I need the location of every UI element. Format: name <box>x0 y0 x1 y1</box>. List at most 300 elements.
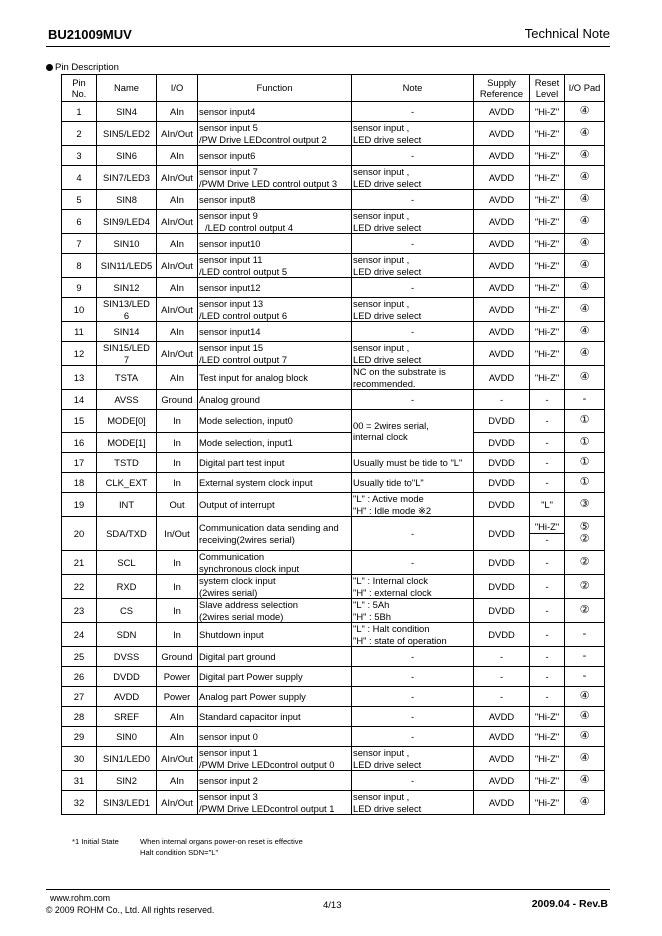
pin-number: 9 <box>62 278 97 298</box>
table-row <box>62 122 605 146</box>
pin-io: AIn <box>157 727 198 747</box>
pin-io: Power <box>157 687 198 707</box>
pin-function: sensor input4 <box>198 102 352 122</box>
pin-supply: AVDD <box>474 771 530 791</box>
pin-supply: AVDD <box>474 278 530 298</box>
pin-note: - <box>352 278 474 298</box>
pin-reset-level: "Hi-Z" <box>530 254 565 278</box>
pin-number: 14 <box>62 390 97 410</box>
pin-io-pad: ④ <box>565 166 605 190</box>
section-title: Pin Description <box>55 62 119 73</box>
pin-note: sensor input , LED drive select <box>352 342 474 366</box>
table-row <box>62 623 605 647</box>
pin-reset-level: "Hi-Z" - <box>530 517 565 551</box>
table-body <box>62 102 605 815</box>
pin-supply: DVDD <box>474 575 530 599</box>
pin-number: 15 <box>62 410 97 433</box>
footer-url: www.rohm.com <box>50 893 111 903</box>
table-row <box>62 575 605 599</box>
pin-reset-level: "Hi-Z" <box>530 366 565 390</box>
pin-name: SDN <box>97 623 157 647</box>
pin-reset-level: - <box>530 599 565 623</box>
table-header-row <box>62 75 605 102</box>
col-note: Note <box>352 75 474 102</box>
document-title: BU21009MUV <box>48 27 132 42</box>
pin-function: Digital part Power supply <box>198 667 352 687</box>
table-row <box>62 727 605 747</box>
pin-number: 17 <box>62 453 97 473</box>
pin-reset-level: "Hi-Z" <box>530 190 565 210</box>
pin-supply: DVDD <box>474 433 530 453</box>
pin-name: SIN3/LED1 <box>97 791 157 815</box>
pin-note: - <box>352 190 474 210</box>
pin-number: 22 <box>62 575 97 599</box>
pin-note: - <box>352 102 474 122</box>
pin-io: AIn/Out <box>157 166 198 190</box>
pin-note: - <box>352 390 474 410</box>
pin-function: sensor input 13 /LED control output 6 <box>198 298 352 322</box>
pin-reset-level: - <box>530 551 565 575</box>
pin-number: 28 <box>62 707 97 727</box>
table-row <box>62 517 605 551</box>
pin-number: 13 <box>62 366 97 390</box>
pin-io: AIn <box>157 146 198 166</box>
table-row <box>62 254 605 278</box>
pin-note: - <box>352 771 474 791</box>
footnote-label: *1 Initial State <box>72 837 119 846</box>
pin-io-pad: ② <box>565 575 605 599</box>
pin-io-pad: ④ <box>565 210 605 234</box>
pin-supply: AVDD <box>474 342 530 366</box>
pin-function: sensor input 7 /PWM Drive LED control output 3 <box>198 166 352 190</box>
pin-reset-level: - <box>530 647 565 667</box>
table-row <box>62 366 605 390</box>
pin-note: NC on the substrate is recommended. <box>352 366 474 390</box>
pin-io: Ground <box>157 647 198 667</box>
pin-supply: AVDD <box>474 234 530 254</box>
pin-note: sensor input , LED drive select <box>352 210 474 234</box>
pin-name: AVDD <box>97 687 157 707</box>
pin-function: Communication data sending and receiving(2wires serial) <box>198 517 352 551</box>
section-heading <box>46 62 119 73</box>
pin-function: sensor input8 <box>198 190 352 210</box>
table-row <box>62 551 605 575</box>
pin-function: External system clock input <box>198 473 352 493</box>
pin-io: In <box>157 551 198 575</box>
pin-io-pad: ④ <box>565 298 605 322</box>
pin-number: 24 <box>62 623 97 647</box>
pin-io: Ground <box>157 390 198 410</box>
pin-name: AVSS <box>97 390 157 410</box>
pin-number: 11 <box>62 322 97 342</box>
pin-supply: DVDD <box>474 551 530 575</box>
pin-supply: DVDD <box>474 410 530 433</box>
pin-function: Slave address selection (2wires serial mode) <box>198 599 352 623</box>
pin-number: 18 <box>62 473 97 493</box>
pin-supply: AVDD <box>474 190 530 210</box>
pin-note: - <box>352 687 474 707</box>
pin-description-table <box>61 74 605 815</box>
pin-name: CS <box>97 599 157 623</box>
pin-supply: AVDD <box>474 254 530 278</box>
pin-io-pad: ④ <box>565 254 605 278</box>
pin-io-pad: ④ <box>565 727 605 747</box>
pin-reset-level: - <box>530 453 565 473</box>
pin-supply: AVDD <box>474 366 530 390</box>
pin-number: 1 <box>62 102 97 122</box>
pin-io: AIn/Out <box>157 791 198 815</box>
pin-number: 7 <box>62 234 97 254</box>
pin-function: sensor input 0 <box>198 727 352 747</box>
footnote <box>72 836 303 858</box>
pin-supply: - <box>474 390 530 410</box>
pin-supply: AVDD <box>474 210 530 234</box>
pin-io: In <box>157 410 198 433</box>
pin-io-pad: ④ <box>565 190 605 210</box>
pin-supply: AVDD <box>474 727 530 747</box>
table-row <box>62 210 605 234</box>
pin-name: TSTA <box>97 366 157 390</box>
pin-reset-level: "Hi-Z" <box>530 298 565 322</box>
pin-reset-level: - <box>530 667 565 687</box>
page-number: 4/13 <box>323 900 342 911</box>
pin-function: sensor input 5 /PW Drive LEDcontrol output 2 <box>198 122 352 146</box>
pin-function: Output of interrupt <box>198 493 352 517</box>
table-row <box>62 667 605 687</box>
pin-io-pad: ⑤ ② <box>565 517 605 551</box>
pin-reset-level: "Hi-Z" <box>530 122 565 146</box>
table-row <box>62 791 605 815</box>
pin-function: sensor input 3 /PWM Drive LEDcontrol output 1 <box>198 791 352 815</box>
table-row <box>62 342 605 366</box>
pin-io-pad: ④ <box>565 747 605 771</box>
pin-reset-level: - <box>530 390 565 410</box>
pin-io: In <box>157 623 198 647</box>
pin-number: 19 <box>62 493 97 517</box>
pin-io-pad: ① <box>565 433 605 453</box>
pin-number: 23 <box>62 599 97 623</box>
pin-io-pad: ④ <box>565 687 605 707</box>
pin-note: sensor input , LED drive select <box>352 747 474 771</box>
pin-io-pad: ④ <box>565 102 605 122</box>
pin-io-pad: - <box>565 667 605 687</box>
table-row <box>62 322 605 342</box>
pin-number: 5 <box>62 190 97 210</box>
document-type: Technical Note <box>524 26 610 41</box>
pin-name: CLK_EXT <box>97 473 157 493</box>
pin-supply: - <box>474 647 530 667</box>
pin-number: 26 <box>62 667 97 687</box>
col-io: I/O <box>157 75 198 102</box>
footer-rule <box>46 889 610 890</box>
pin-io: In <box>157 433 198 453</box>
pin-name: SCL <box>97 551 157 575</box>
pin-name: SIN12 <box>97 278 157 298</box>
table-row <box>62 647 605 667</box>
pin-function: sensor input14 <box>198 322 352 342</box>
table-row <box>62 166 605 190</box>
pin-name: SIN2 <box>97 771 157 791</box>
pin-reset-level: - <box>530 623 565 647</box>
pin-note: - <box>352 667 474 687</box>
pin-number: 29 <box>62 727 97 747</box>
pin-supply: DVDD <box>474 623 530 647</box>
pin-io-pad: - <box>565 647 605 667</box>
pin-note: Usually tide to"L" <box>352 473 474 493</box>
table-row <box>62 146 605 166</box>
pin-number: 4 <box>62 166 97 190</box>
bullet-icon <box>46 64 53 71</box>
pin-function: sensor input6 <box>198 146 352 166</box>
pin-io: AIn/Out <box>157 122 198 146</box>
pin-io-pad: ① <box>565 473 605 493</box>
pin-name: SIN6 <box>97 146 157 166</box>
pin-note: - <box>352 647 474 667</box>
pin-supply: AVDD <box>474 102 530 122</box>
pin-supply: DVDD <box>474 493 530 517</box>
pin-note: "L" : 5Ah "H" : 5Bh <box>352 599 474 623</box>
pin-io: AIn <box>157 771 198 791</box>
pin-function: Communication synchronous clock input <box>198 551 352 575</box>
pin-io-pad: ④ <box>565 791 605 815</box>
pin-reset-level: "Hi-Z" <box>530 322 565 342</box>
table-row <box>62 102 605 122</box>
pin-io-pad: ④ <box>565 122 605 146</box>
pin-reset-level: "Hi-Z" <box>530 234 565 254</box>
pin-reset-level: "Hi-Z" <box>530 342 565 366</box>
pin-io-pad: - <box>565 623 605 647</box>
pin-io-pad: - <box>565 390 605 410</box>
pin-io: AIn/Out <box>157 254 198 278</box>
pin-name: SIN10 <box>97 234 157 254</box>
pin-note: Usually must be tide to "L" <box>352 453 474 473</box>
pin-reset-level: - <box>530 473 565 493</box>
pin-name: SIN15/LED 7 <box>97 342 157 366</box>
pin-name: SIN7/LED3 <box>97 166 157 190</box>
pin-function: sensor input 1 /PWM Drive LEDcontrol output 0 <box>198 747 352 771</box>
pin-name: SREF <box>97 707 157 727</box>
pin-note: sensor input , LED drive select <box>352 122 474 146</box>
pin-name: SIN8 <box>97 190 157 210</box>
pin-reset-level: "Hi-Z" <box>530 747 565 771</box>
pin-reset-level: "Hi-Z" <box>530 707 565 727</box>
col-name: Name <box>97 75 157 102</box>
pin-io: In/Out <box>157 517 198 551</box>
pin-note: - <box>352 517 474 551</box>
pin-reset-level: "Hi-Z" <box>530 210 565 234</box>
pin-io: Out <box>157 493 198 517</box>
table-row <box>62 599 605 623</box>
pin-note: - <box>352 727 474 747</box>
table-row <box>62 433 605 453</box>
pin-reset-level: "Hi-Z" <box>530 278 565 298</box>
pin-io: In <box>157 575 198 599</box>
pin-function: sensor input 2 <box>198 771 352 791</box>
pin-io: In <box>157 599 198 623</box>
pin-reset-level: - <box>530 687 565 707</box>
pin-note: sensor input , LED drive select <box>352 791 474 815</box>
pin-function: Standard capacitor input <box>198 707 352 727</box>
pin-note: - <box>352 234 474 254</box>
pin-function: Analog ground <box>198 390 352 410</box>
pin-number: 31 <box>62 771 97 791</box>
pin-supply: AVDD <box>474 298 530 322</box>
pin-io-pad: ① <box>565 453 605 473</box>
pin-function: Mode selection, input0 <box>198 410 352 433</box>
pin-io: AIn <box>157 102 198 122</box>
pin-supply: DVDD <box>474 473 530 493</box>
pin-io-pad: ④ <box>565 278 605 298</box>
pin-reset-level: - <box>530 575 565 599</box>
pin-io-pad: ② <box>565 599 605 623</box>
footnote-line-1: When internal organs power-on reset is effective <box>140 837 303 846</box>
pin-function: system clock input (2wires serial) <box>198 575 352 599</box>
pin-io: AIn/Out <box>157 298 198 322</box>
pin-name: MODE[0] <box>97 410 157 433</box>
col-function: Function <box>198 75 352 102</box>
pin-reset-level: "Hi-Z" <box>530 771 565 791</box>
pin-name: DVDD <box>97 667 157 687</box>
pin-note: sensor input , LED drive select <box>352 166 474 190</box>
pin-reset-level: "Hi-Z" <box>530 727 565 747</box>
pin-name: SDA/TXD <box>97 517 157 551</box>
pin-note: sensor input , LED drive select <box>352 254 474 278</box>
pin-number: 12 <box>62 342 97 366</box>
pin-reset-level: - <box>530 410 565 433</box>
pin-function: Shutdown input <box>198 623 352 647</box>
pin-io: AIn <box>157 234 198 254</box>
pin-io: AIn <box>157 366 198 390</box>
pin-number: 21 <box>62 551 97 575</box>
pin-io: AIn <box>157 322 198 342</box>
pin-io-pad: ④ <box>565 707 605 727</box>
pin-io: AIn <box>157 190 198 210</box>
pin-supply: AVDD <box>474 707 530 727</box>
pin-name: SIN0 <box>97 727 157 747</box>
table-row <box>62 410 605 433</box>
table-row <box>62 453 605 473</box>
pin-function: sensor input 15 /LED control output 7 <box>198 342 352 366</box>
pin-io: AIn/Out <box>157 342 198 366</box>
pin-function: Digital part test input <box>198 453 352 473</box>
pin-number: 27 <box>62 687 97 707</box>
table-row <box>62 747 605 771</box>
pin-io-pad: ④ <box>565 771 605 791</box>
pin-name: INT <box>97 493 157 517</box>
footnote-line-2: Halt condition SDN="L" <box>140 848 219 857</box>
pin-note: "L" : Active mode "H" : Idle mode ※2 <box>352 493 474 517</box>
pin-supply: DVDD <box>474 453 530 473</box>
footer-copyright: © 2009 ROHM Co., Ltd. All rights reserved. <box>46 905 215 915</box>
pin-function: sensor input 9 /LED control output 4 <box>198 210 352 234</box>
pin-name: SIN14 <box>97 322 157 342</box>
revision: 2009.04 - Rev.B <box>531 898 608 910</box>
pin-name: SIN1/LED0 <box>97 747 157 771</box>
table-row <box>62 190 605 210</box>
table-row <box>62 473 605 493</box>
pin-name: SIN4 <box>97 102 157 122</box>
pin-number: 32 <box>62 791 97 815</box>
pin-note: - <box>352 322 474 342</box>
pin-name: DVSS <box>97 647 157 667</box>
pin-io: In <box>157 473 198 493</box>
pin-name: RXD <box>97 575 157 599</box>
pin-name: SIN5/LED2 <box>97 122 157 146</box>
pin-reset-level: "Hi-Z" <box>530 166 565 190</box>
pin-function: sensor input 11 /LED control output 5 <box>198 254 352 278</box>
pin-io: AIn <box>157 707 198 727</box>
pin-number: 6 <box>62 210 97 234</box>
pin-reset-level: "Hi-Z" <box>530 146 565 166</box>
pin-supply: DVDD <box>474 599 530 623</box>
pin-function: Test input for analog block <box>198 366 352 390</box>
table-row <box>62 493 605 517</box>
pin-supply: AVDD <box>474 791 530 815</box>
table-row <box>62 771 605 791</box>
pin-number: 8 <box>62 254 97 278</box>
pin-note: "L" : Halt condition "H" : state of operation <box>352 623 474 647</box>
pin-number: 20 <box>62 517 97 551</box>
pin-supply: - <box>474 687 530 707</box>
pin-io: AIn/Out <box>157 210 198 234</box>
pin-function: Mode selection, input1 <box>198 433 352 453</box>
pin-io: AIn/Out <box>157 747 198 771</box>
col-reset-level: Reset Level <box>530 75 565 102</box>
pin-io: In <box>157 453 198 473</box>
pin-supply: DVDD <box>474 517 530 551</box>
pin-note: - <box>352 551 474 575</box>
pin-name: SIN13/LED 6 <box>97 298 157 322</box>
pin-name: SIN9/LED4 <box>97 210 157 234</box>
pin-io-pad: ④ <box>565 342 605 366</box>
pin-supply: AVDD <box>474 322 530 342</box>
col-pin-no: Pin No. <box>62 75 97 102</box>
pin-supply: AVDD <box>474 747 530 771</box>
pin-reset-level: "Hi-Z" <box>530 791 565 815</box>
pin-io-pad: ④ <box>565 234 605 254</box>
pin-name: MODE[1] <box>97 433 157 453</box>
table-row <box>62 298 605 322</box>
pin-number: 10 <box>62 298 97 322</box>
pin-function: sensor input10 <box>198 234 352 254</box>
col-supply-reference: Supply Reference <box>474 75 530 102</box>
pin-io-pad: ③ <box>565 493 605 517</box>
pin-io-pad: ④ <box>565 322 605 342</box>
pin-reset-level: "Hi-Z" <box>530 102 565 122</box>
pin-io-pad: ① <box>565 410 605 433</box>
table-row <box>62 707 605 727</box>
pin-name: SIN11/LED5 <box>97 254 157 278</box>
pin-supply: AVDD <box>474 122 530 146</box>
pin-number: 30 <box>62 747 97 771</box>
pin-supply: AVDD <box>474 146 530 166</box>
pin-number: 16 <box>62 433 97 453</box>
pin-reset-level: - <box>530 433 565 453</box>
pin-number: 3 <box>62 146 97 166</box>
pin-note: - <box>352 146 474 166</box>
pin-name: TSTD <box>97 453 157 473</box>
pin-io-pad: ② <box>565 551 605 575</box>
pin-io: AIn <box>157 278 198 298</box>
pin-number: 2 <box>62 122 97 146</box>
pin-reset-level: "L" <box>530 493 565 517</box>
table-row <box>62 687 605 707</box>
pin-io-pad: ④ <box>565 146 605 166</box>
col-io-pad: I/O Pad <box>565 75 605 102</box>
pin-function: sensor input12 <box>198 278 352 298</box>
pin-number: 25 <box>62 647 97 667</box>
table-row <box>62 390 605 410</box>
